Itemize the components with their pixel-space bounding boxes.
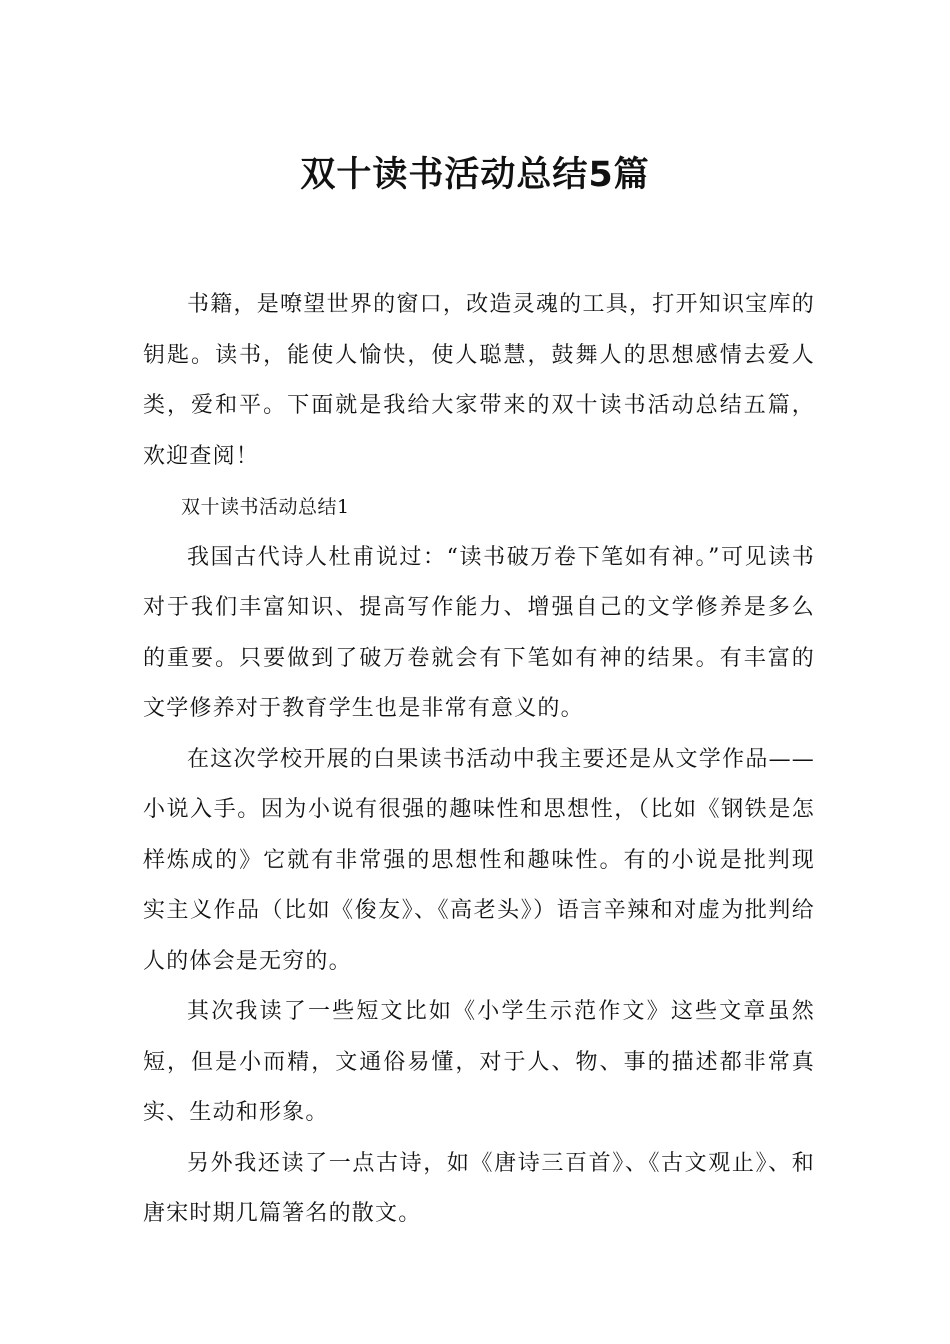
section-heading: 双十读书活动总结1 bbox=[181, 496, 350, 518]
intro-paragraph: 书籍，是嘹望世界的窗口，改造灵魂的工具，打开知识宝库的钥匙。读书，能使人愉快，使人聪慧，鼓舞人的思想感情去爱人类，爱和平。下面就是我给大家带来的双十读书活动总结五篇，欢迎查阅！ bbox=[143, 292, 815, 469]
document-title: 双十读书活动总结5篇 bbox=[300, 155, 650, 196]
body-paragraph: 我国古代诗人杜甫说过：“读书破万卷下笔如有神。”可见读书对于我们丰富知识、提高写作能力、增强自己的文学修养是多么的重要。只要做到了破万卷就会有下笔如有神的结果。有丰富的文学修养对于教育学生也是非常有意义的。 bbox=[143, 544, 815, 721]
body-paragraph: 另外我还读了一点古诗，如《唐诗三百首》、《古文观止》、和唐宋时期几篇箸名的散文。 bbox=[143, 1150, 815, 1226]
document-body bbox=[143, 280, 815, 1240]
body-paragraph: 在这次学校开展的白果读书活动中我主要还是从文学作品——小说入手。因为小说有很强的趣味性和思想性，（比如《钢铁是怎样炼成的》它就有非常强的思想性和趣味性。有的小说是批判现实主义作品（比如《俊友》、《高老头》）语言辛辣和对虚为批判给人的体会是无穷的。 bbox=[143, 746, 815, 974]
body-paragraph: 其次我读了一些短文比如《小学生示范作文》这些文章虽然短，但是小而精，文通俗易懂，对于人、物、事的描述都非常真实、生动和形象。 bbox=[143, 999, 815, 1125]
